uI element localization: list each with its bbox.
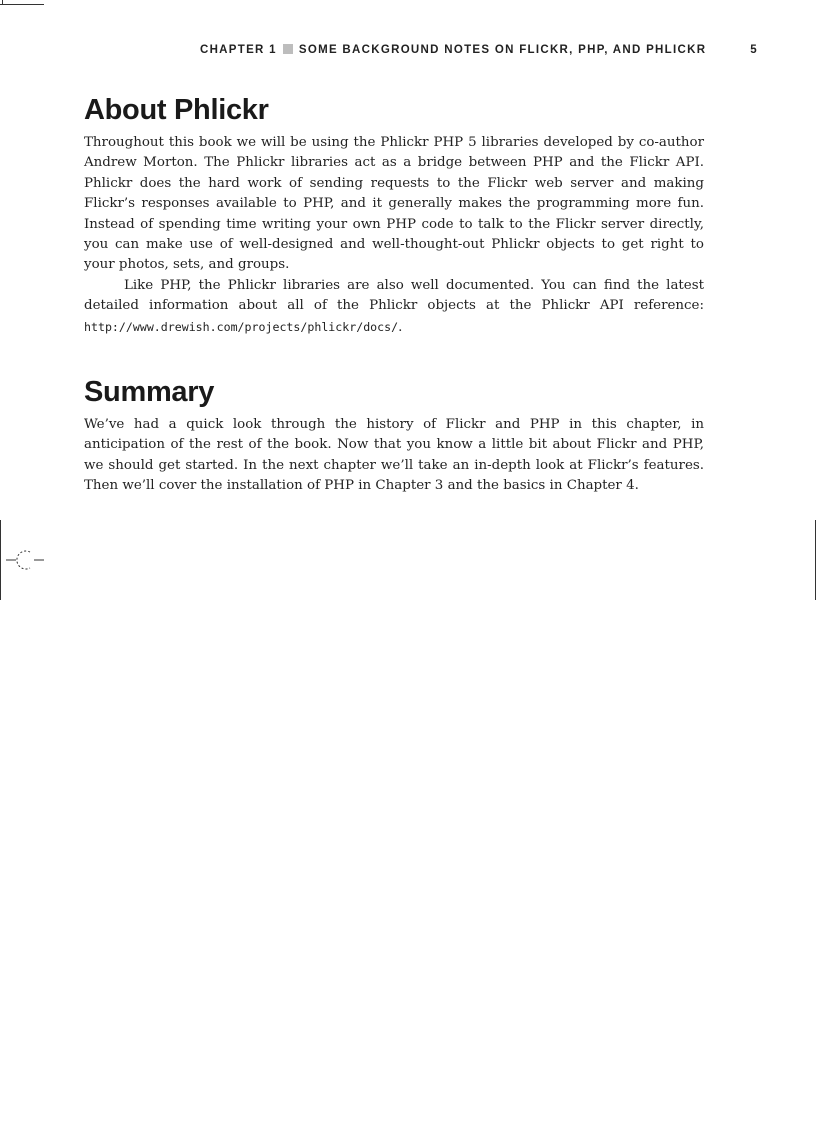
paragraph: We’ve had a quick look through the history of Flickr and PHP in this chapter, in anticipation of the rest of the book. Now that you know a little bit about Flickr and PHP, we should get started. In the next chapter we’ll take an in-depth look at Flickr’s features. Then we’ll cover the installation of PHP in Chapter 3 and the basics in Chapter 4.: [84, 417, 704, 494]
api-reference-url: http://www.drewish.com/projects/phlickr/docs/: [84, 319, 399, 334]
chapter-label: CHAPTER 1: [199, 44, 277, 56]
paragraph: Throughout this book we will be using the Phlickr PHP 5 libraries developed by co-author Andrew Morton. The Phlickr libraries act as a bridge between PHP and the Flickr API. Phlickr does the hard work of sending requests to the Flickr web server and making Flickr’s responses available to PHP, and it generally makes the programming more fun. Instead of spending time writing your own PHP code to talk to the Flickr server directly, you can make use of well-designed and well-thought-out Phlickr objects to get right to your photos, sets, and groups.: [84, 135, 704, 273]
section-heading-about-phlickr: About Phlickr: [84, 94, 269, 126]
paragraph-with-link: [84, 276, 704, 338]
crop-mark-top-vertical: [2, 0, 3, 5]
section-heading-summary: Summary: [84, 376, 215, 409]
paragraph-text: Like PHP, the Phlickr libraries are also well documented. You can find the latest detailed information about all of the Phlickr objects at the Phlickr API reference:: [84, 277, 704, 314]
section-spacer: [84, 338, 704, 374]
square-separator-icon: [283, 44, 293, 54]
crop-mark-top-horizontal: [0, 4, 44, 5]
running-header: [0, 44, 758, 56]
page-number: 5: [750, 44, 758, 56]
page-body: [84, 92, 704, 497]
registration-mark-icon: [6, 548, 44, 572]
crop-mark-left-vertical: [0, 520, 1, 600]
chapter-title: SOME BACKGROUND NOTES ON FLICKR, PHP, AND PHLICKR: [298, 44, 707, 56]
paragraph-end-punctuation: .: [398, 319, 403, 335]
